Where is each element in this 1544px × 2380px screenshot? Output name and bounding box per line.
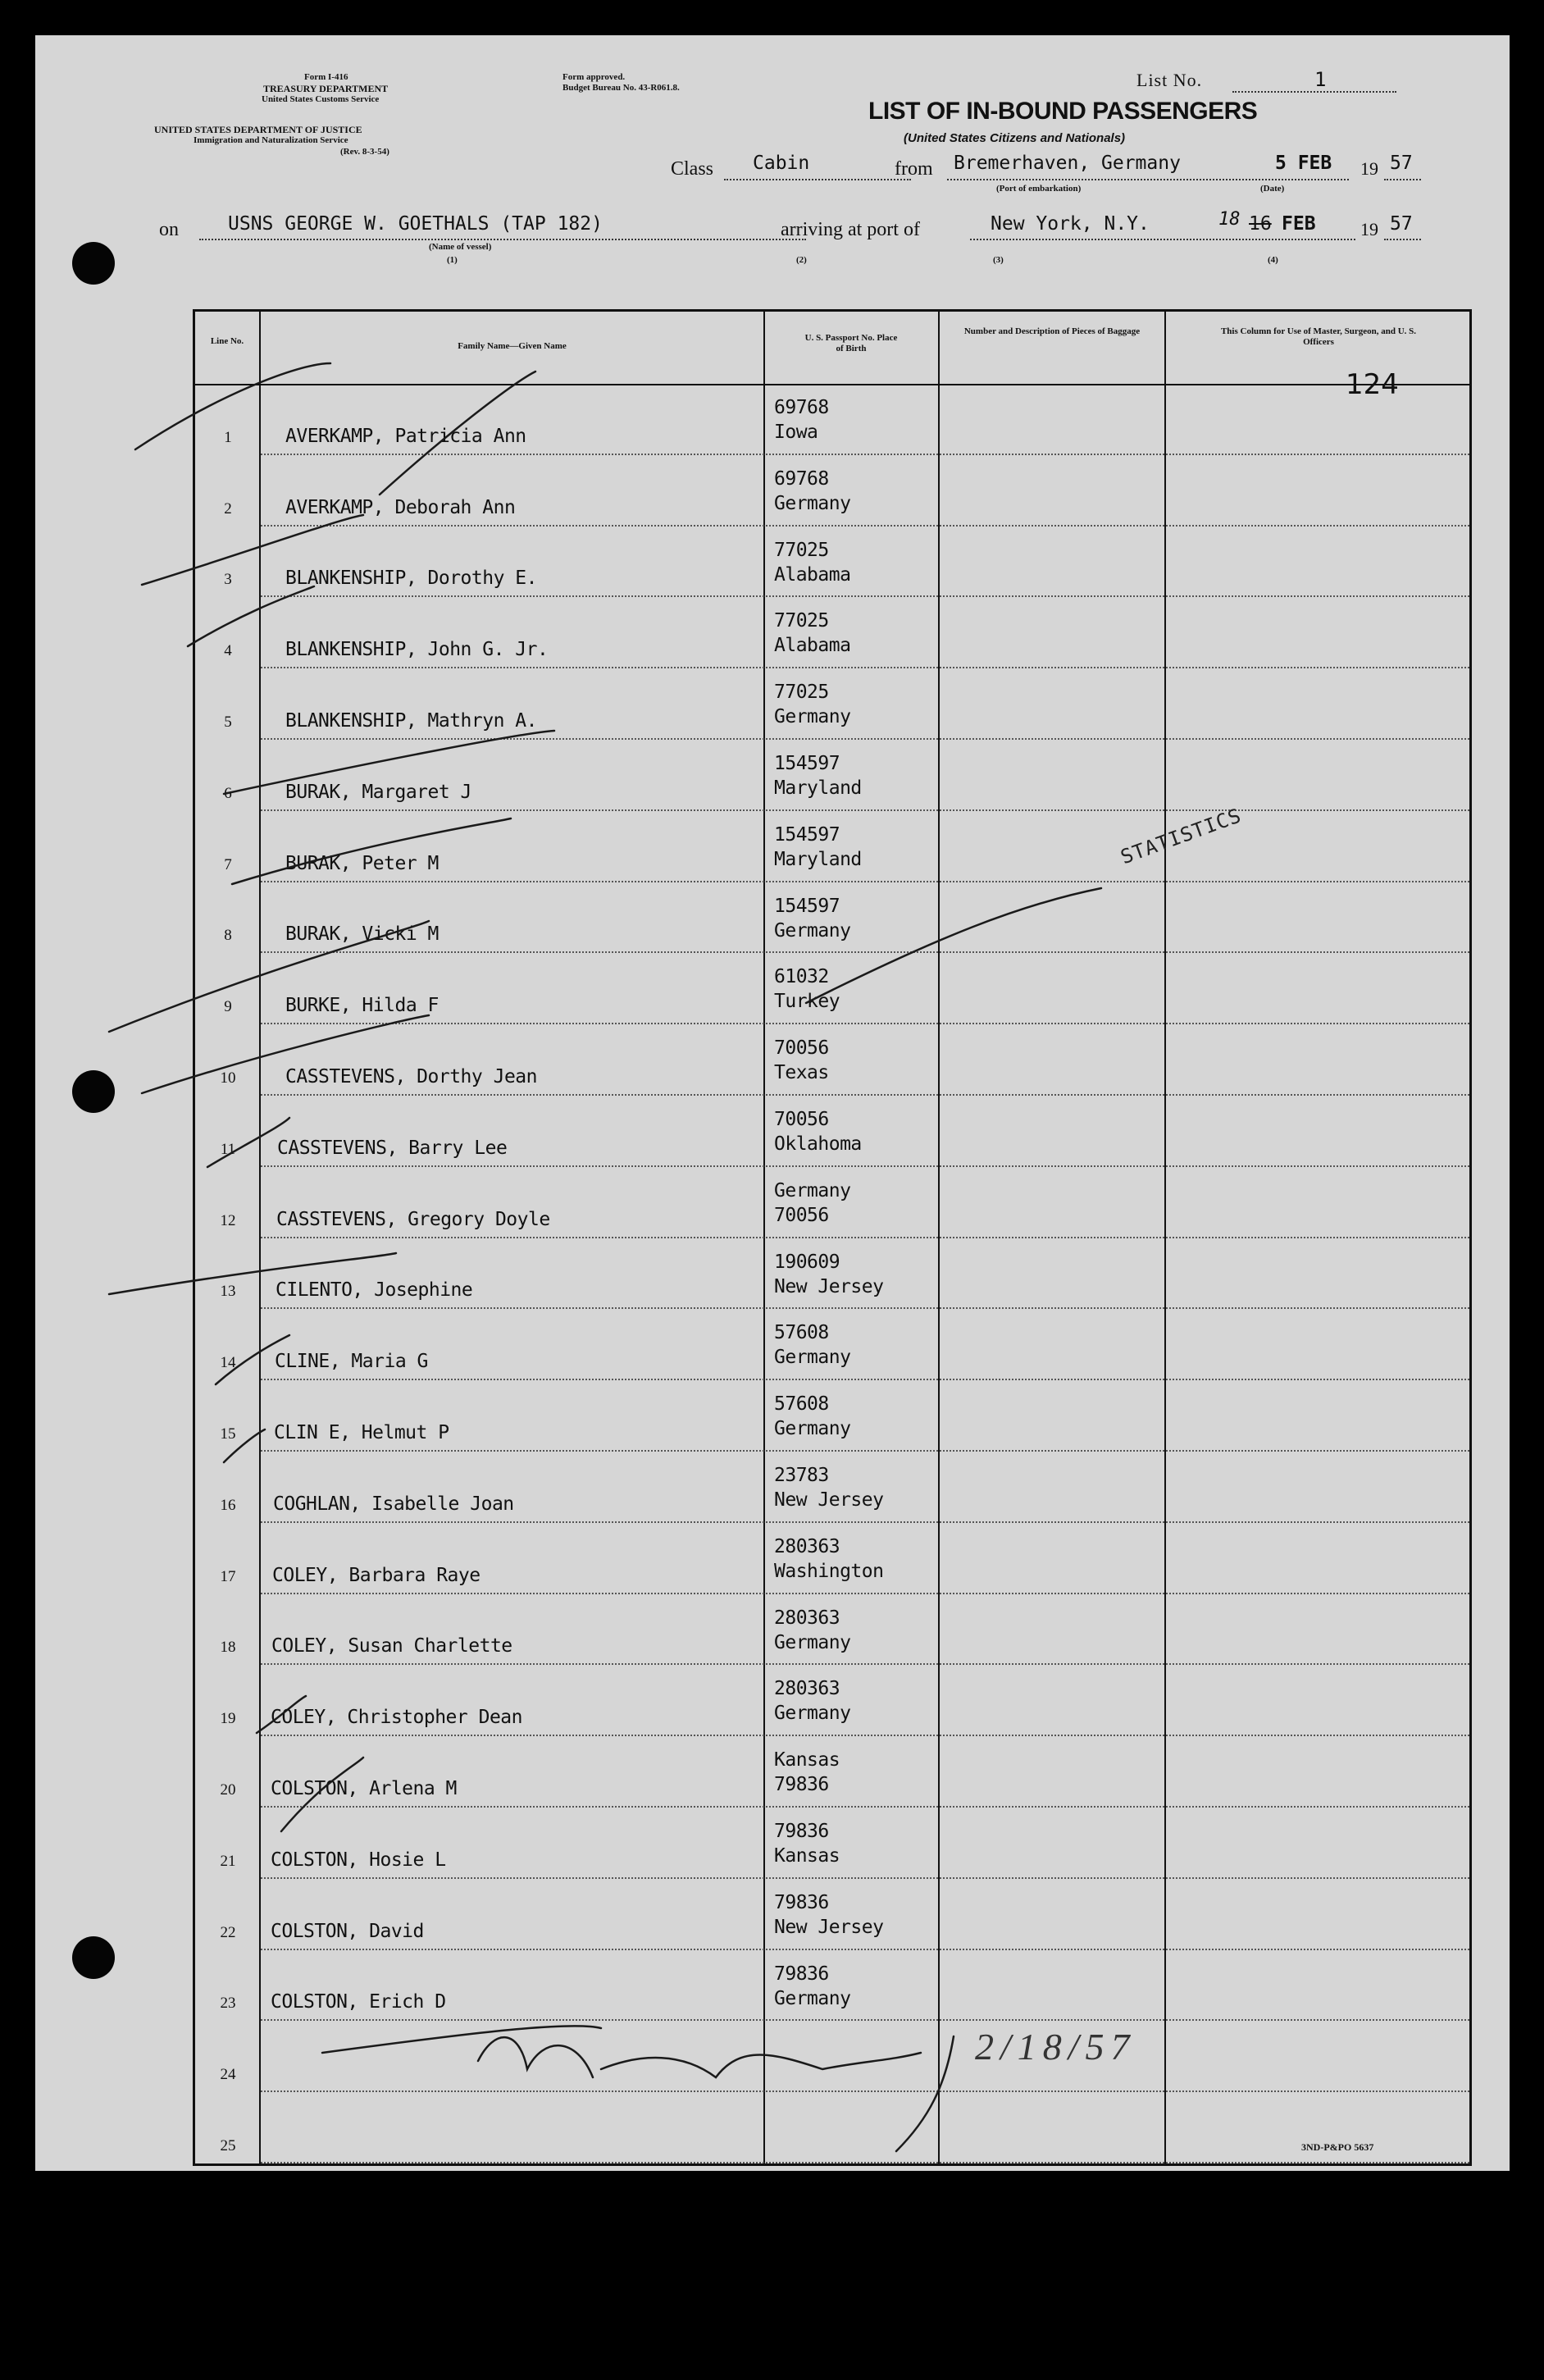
passenger-name: COLSTON, Arlena M bbox=[271, 1778, 457, 1799]
arrival-port: New York, N.Y. bbox=[991, 213, 1150, 235]
passenger-name: COLSTON, Hosie L bbox=[271, 1849, 446, 1871]
departure-year: 57 bbox=[1390, 153, 1413, 174]
passport-line-1: 70056 bbox=[774, 1037, 829, 1060]
col-header-name: Family Name—Given Name bbox=[458, 341, 567, 351]
date-caption: (Date) bbox=[1260, 184, 1285, 194]
treasury-label: TREASURY DEPARTMENT bbox=[263, 83, 389, 94]
passenger-name: AVERKAMP, Deborah Ann bbox=[285, 496, 516, 518]
passport-line-2: Maryland bbox=[774, 777, 862, 799]
line-number: 11 bbox=[220, 1140, 236, 1158]
passport-line-2: New Jersey bbox=[774, 1275, 884, 1297]
passport-line-2: Texas bbox=[774, 1062, 829, 1084]
col-marker-1: (1) bbox=[447, 255, 458, 265]
line-number: 4 bbox=[224, 642, 232, 660]
passport-line-1: 69768 bbox=[774, 467, 829, 490]
list-no-value: 1 bbox=[1314, 68, 1327, 91]
passport-line-1: 79836 bbox=[774, 1891, 829, 1913]
passport-line-2: Alabama bbox=[774, 563, 851, 586]
passport-line-2: Germany bbox=[774, 1987, 851, 2009]
line-number: 8 bbox=[224, 927, 232, 945]
passport-line-1: 77025 bbox=[774, 539, 829, 561]
line-number: 24 bbox=[220, 2066, 236, 2084]
line-number: 18 bbox=[220, 1639, 236, 1657]
arriving-label: arriving at port of bbox=[781, 219, 920, 240]
arrival-year-prefix: 19 bbox=[1360, 219, 1378, 239]
passport-line-2: Oklahoma bbox=[774, 1133, 862, 1155]
passport-line-1: 57608 bbox=[774, 1393, 829, 1416]
col-header-line: Line No. bbox=[210, 336, 244, 346]
passenger-name: COLEY, Barbara Raye bbox=[272, 1564, 481, 1586]
passport-line-1: 280363 bbox=[774, 1607, 840, 1629]
col-marker-3: (3) bbox=[993, 255, 1004, 265]
passenger-name: CASSTEVENS, Dorthy Jean bbox=[285, 1066, 537, 1087]
line-number: 14 bbox=[220, 1354, 236, 1372]
line-number: 2 bbox=[224, 499, 232, 517]
line-number: 9 bbox=[224, 998, 232, 1016]
list-no-label: List No. bbox=[1136, 70, 1203, 90]
passport-line-2: Germany bbox=[774, 919, 851, 942]
line-number: 5 bbox=[224, 714, 232, 731]
vessel-name: USNS GEORGE W. GOETHALS (TAP 182) bbox=[228, 213, 603, 235]
passport-line-1: 79836 bbox=[774, 1963, 829, 1985]
officer-number: 124 bbox=[1346, 368, 1399, 401]
passport-line-1: 77025 bbox=[774, 610, 829, 632]
passport-line-1: 70056 bbox=[774, 1109, 829, 1130]
line-number: 6 bbox=[224, 784, 232, 802]
signature-date: 2/18/57 bbox=[975, 2026, 1136, 2068]
statistics-stamp: STATISTICS bbox=[1118, 804, 1245, 869]
manifest-sheet bbox=[35, 35, 1510, 2171]
on-label: on bbox=[159, 219, 179, 240]
passport-line-2: New Jersey bbox=[774, 1489, 884, 1511]
passport-line-2: Germany bbox=[774, 706, 851, 728]
passport-line-1: 154597 bbox=[774, 753, 840, 774]
line-number: 19 bbox=[220, 1710, 236, 1728]
vessel-caption: (Name of vessel) bbox=[429, 242, 492, 252]
passport-line-2: Washington bbox=[774, 1560, 884, 1582]
line-number: 22 bbox=[220, 1923, 236, 1941]
passenger-name: CLIN E, Helmut P bbox=[274, 1422, 449, 1443]
line-number: 3 bbox=[224, 571, 232, 589]
budget-bureau: Budget Bureau No. 43-R061.8. bbox=[562, 83, 680, 93]
year-prefix: 19 bbox=[1360, 158, 1378, 179]
line-number: 17 bbox=[220, 1567, 236, 1585]
passenger-name: AVERKAMP, Patricia Ann bbox=[285, 425, 526, 447]
col-marker-4: (4) bbox=[1268, 255, 1278, 265]
passenger-name: BURAK, Peter M bbox=[285, 852, 439, 874]
customs-label: United States Customs Service bbox=[262, 94, 380, 104]
col-header-baggage: Number and Description of Pieces of Baggage bbox=[963, 326, 1141, 336]
arrival-year: 57 bbox=[1390, 213, 1413, 235]
passport-line-2: 70056 bbox=[774, 1204, 829, 1226]
arrival-day: 18 bbox=[1218, 209, 1241, 230]
passport-line-2: Turkey bbox=[774, 991, 840, 1013]
line-number: 10 bbox=[220, 1069, 236, 1087]
passenger-name: BURAK, Vicki M bbox=[285, 923, 439, 946]
passport-line-2: Germany bbox=[774, 1703, 851, 1725]
handwritten-check-marks bbox=[35, 35, 1510, 2171]
passport-line-2: New Jersey bbox=[774, 1916, 884, 1938]
line-number: 21 bbox=[220, 1852, 236, 1870]
arrival-day-struck: 16 bbox=[1249, 213, 1272, 235]
class-value: Cabin bbox=[753, 153, 810, 174]
passenger-name: BLANKENSHIP, Mathryn A. bbox=[285, 710, 537, 732]
passenger-name: BURKE, Hilda F bbox=[285, 995, 439, 1017]
passenger-name: COLSTON, Erich D bbox=[271, 1991, 446, 2013]
passport-line-1: 280363 bbox=[774, 1535, 840, 1557]
col-header-passport: U. S. Passport No. Place of Birth bbox=[804, 333, 898, 353]
passenger-name: COGHLAN, Isabelle Joan bbox=[273, 1493, 514, 1515]
line-number: 1 bbox=[224, 428, 232, 446]
passenger-name: CLINE, Maria G bbox=[275, 1351, 428, 1373]
passenger-name: BLANKENSHIP, John G. Jr. bbox=[285, 639, 549, 661]
passenger-name: BURAK, Margaret J bbox=[285, 781, 471, 803]
departure-date: 5 FEB bbox=[1275, 153, 1332, 174]
passport-line-1: Kansas bbox=[774, 1749, 840, 1771]
form-number: Form I-416 bbox=[304, 72, 348, 82]
revision-label: (Rev. 8-3-54) bbox=[340, 147, 389, 157]
line-number: 23 bbox=[220, 1995, 236, 2013]
passport-line-2: Germany bbox=[774, 492, 851, 514]
line-number: 25 bbox=[220, 2137, 236, 2154]
passport-line-2: Alabama bbox=[774, 635, 851, 657]
col-header-officers: This Column for Use of Master, Surgeon, and U. S. Officers bbox=[1220, 326, 1417, 347]
footer-code: 3ND-P&PO 5637 bbox=[1301, 2141, 1374, 2153]
page-title: LIST OF IN-BOUND PASSENGERS bbox=[868, 98, 1258, 125]
passport-line-2: Iowa bbox=[774, 422, 818, 443]
passport-line-1: Germany bbox=[774, 1179, 851, 1201]
line-number: 7 bbox=[224, 855, 232, 873]
embarkation-port: Bremerhaven, Germany bbox=[954, 153, 1181, 174]
passport-line-1: 57608 bbox=[774, 1322, 829, 1344]
passenger-name: COLSTON, David bbox=[271, 1920, 424, 1942]
page-subtitle: (United States Citizens and Nationals) bbox=[904, 131, 1126, 145]
passport-line-1: 77025 bbox=[774, 682, 829, 704]
line-number: 16 bbox=[220, 1496, 236, 1514]
passenger-name: CILENTO, Josephine bbox=[276, 1279, 473, 1302]
col-marker-2: (2) bbox=[796, 255, 807, 265]
passport-line-2: Germany bbox=[774, 1347, 851, 1369]
ins-label: Immigration and Naturalization Service bbox=[194, 135, 348, 145]
from-label: from bbox=[895, 158, 933, 180]
passport-line-1: 154597 bbox=[774, 895, 840, 917]
passport-line-2: Kansas bbox=[774, 1845, 840, 1867]
passport-line-2: Germany bbox=[774, 1631, 851, 1653]
passenger-name: BLANKENSHIP, Dorothy E. bbox=[285, 568, 537, 590]
line-number: 20 bbox=[220, 1781, 236, 1799]
passport-line-1: 61032 bbox=[774, 966, 829, 988]
line-number: 15 bbox=[220, 1425, 236, 1443]
class-label: Class bbox=[671, 158, 714, 180]
passport-line-1: 154597 bbox=[774, 823, 840, 846]
passport-line-1: 280363 bbox=[774, 1678, 840, 1700]
embarkation-caption: (Port of embarkation) bbox=[996, 184, 1082, 194]
arrival-month: FEB bbox=[1282, 213, 1316, 235]
justice-label: UNITED STATES DEPARTMENT OF JUSTICE bbox=[154, 124, 362, 135]
passport-line-2: Germany bbox=[774, 1418, 851, 1440]
line-number: 12 bbox=[220, 1211, 236, 1229]
passport-line-1: 79836 bbox=[774, 1821, 829, 1842]
passport-line-2: Maryland bbox=[774, 848, 862, 870]
form-approved: Form approved. bbox=[562, 72, 626, 82]
passenger-name: COLEY, Susan Charlette bbox=[271, 1635, 512, 1657]
passport-line-1: 190609 bbox=[774, 1251, 840, 1273]
passenger-name: CASSTEVENS, Barry Lee bbox=[277, 1137, 508, 1159]
passenger-name: COLEY, Christopher Dean bbox=[271, 1707, 522, 1729]
passenger-name: CASSTEVENS, Gregory Doyle bbox=[276, 1208, 550, 1230]
passport-line-1: 69768 bbox=[774, 397, 829, 418]
passport-line-2: 79836 bbox=[774, 1774, 829, 1796]
line-number: 13 bbox=[220, 1283, 236, 1301]
passport-line-1: 23783 bbox=[774, 1465, 829, 1486]
